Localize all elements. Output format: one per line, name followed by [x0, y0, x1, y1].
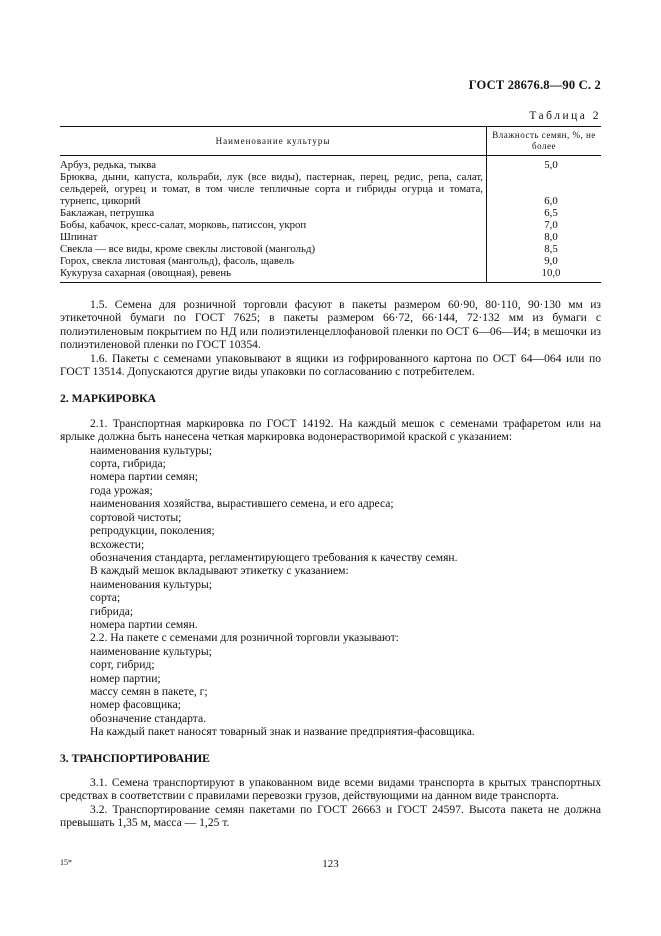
table-caption: Таблица 2: [529, 110, 601, 122]
list-item: сортовой чистоты;: [90, 510, 182, 524]
table-header-row: [60, 127, 601, 156]
list-item: наименования культуры;: [90, 443, 213, 457]
crop-name-cell: Горох, свекла листовая (мангольд), фасоль, щавель: [60, 255, 487, 267]
paragraph-2-2-end: На каждый пакет наносят товарный знак и название предприятия-фасовщика.: [90, 725, 475, 739]
column-header-moisture: Влажность семян, %, не более: [487, 127, 602, 156]
list-item: массу семян в пакете, г;: [90, 684, 208, 698]
table-row: [60, 231, 601, 243]
crop-name-cell: Брюква, дыни, капуста, кольраби, лук (все виды), пастернак, перец, редис, репа, салат, сельдерей, огурец и томат, в том числе тепличные сорта и гибриды огурца и томата, турнепс, цикорий: [60, 171, 487, 207]
column-header-crop-name: Наименование культуры: [60, 127, 487, 156]
list-item: номера партии семян.: [90, 617, 198, 631]
section-title-transport: 3. ТРАНСПОРТИРОВАНИЕ: [60, 751, 210, 765]
packet-marking-list: [60, 645, 601, 725]
list-item: номер партии;: [90, 671, 161, 685]
body-text: [60, 298, 601, 830]
bag-label-list: [60, 578, 601, 632]
moisture-value-cell: 5,0: [544, 159, 558, 171]
paragraph-2-2: 2.2. На пакете с семенами для розничной торговли указывают:: [90, 631, 399, 645]
moisture-value-cell: 8,5: [544, 243, 558, 255]
moisture-value-cell: 8,0: [544, 231, 558, 243]
page-number: 123: [322, 858, 339, 870]
list-item: номер фасовщика;: [90, 698, 181, 712]
list-item: сорт, гибрид;: [90, 658, 155, 672]
crop-name-cell: Свекла — все виды, кроме свеклы листовой (мангольд): [60, 243, 487, 255]
moisture-value-cell: 6,5: [544, 207, 558, 219]
paragraph-1-5: 1.5. Семена для розничной торговли фасуют в пакеты размером 60·90, 80·110, 90·130 мм из этикеточной бумаги по ГОСТ 7625; в пакеты размером 66·72, 66·144, 72·132 мм из бумаги с полиэтиленовым покрытием по НД или полиэтиленцеллофановой пленки по ОСТ 6—06—И4; в мешочки из полиэтиленовой пленки по ГОСТ 10354.: [60, 298, 601, 352]
list-item: наименования хозяйства, вырастившего семена, и его адреса;: [90, 497, 394, 511]
moisture-value-cell: 9,0: [544, 255, 558, 267]
table-row: [60, 171, 601, 207]
table-row: [60, 243, 601, 255]
moisture-value-cell: 6,0: [544, 195, 558, 207]
list-item: всхожести;: [90, 537, 145, 551]
list-item: обозначения стандарта, регламентирующего требования к качеству семян.: [90, 550, 458, 564]
table-row: [60, 255, 601, 267]
moisture-table: [60, 126, 601, 283]
moisture-value-cell: 7,0: [544, 219, 558, 231]
paragraph-3-1: 3.1. Семена транспортируют в упакованном виде всеми видами транспорта в крытых транспортных средствах в соответствии с правилами перевозки грузов, действующими на данном виде транспорта.: [60, 776, 601, 803]
bag-label-intro: В каждый мешок вкладывают этикетку с указанием:: [90, 564, 349, 578]
crop-name-cell: Кукуруза сахарная (овощная), ревень: [60, 267, 487, 283]
crop-name-cell: Баклажан, петрушка: [60, 207, 487, 219]
list-item: сорта;: [90, 591, 121, 605]
document-reference: ГОСТ 28676.8—90 С. 2: [468, 78, 601, 92]
list-item: обозначение стандарта.: [90, 711, 207, 725]
list-item: сорта, гибрида;: [90, 457, 166, 471]
paragraph-3-2: 3.2. Транспортирование семян пакетами по ГОСТ 26663 и ГОСТ 24597. Высота пакета не должна превышать 1,35 м, масса — 1,25 т.: [60, 802, 601, 830]
list-item: наименования культуры;: [90, 577, 213, 591]
list-item: года урожая;: [90, 483, 153, 497]
list-item: репродукции, поколения;: [90, 524, 215, 538]
crop-name-cell: Арбуз, редька, тыква: [60, 156, 487, 172]
list-item: номера партии семян;: [90, 470, 199, 484]
section-title-marking: 2. МАРКИРОВКА: [60, 392, 156, 406]
table-row: [60, 207, 601, 219]
footer-mark: 15*: [60, 858, 72, 867]
crop-name-cell: Бобы, кабачок, кресс-салат, морковь, патиссон, укроп: [60, 219, 487, 231]
table-row: [60, 267, 601, 283]
paragraph-1-6: 1.6. Пакеты с семенами упаковывают в ящики из гофрированного картона по ОСТ 64—064 или по ГОСТ 13514. Допускаются другие виды упаковки по согласованию с потребителем.: [60, 351, 601, 379]
list-item: гибрида;: [90, 604, 134, 618]
paragraph-2-1: 2.1. Транспортная маркировка по ГОСТ 14192. На каждый мешок с семенами трафаретом или на ярлыке должна быть нанесена четкая маркировка водонерастворимой краской с указанием:: [60, 416, 601, 444]
table-row: [60, 219, 601, 231]
list-item: наименование культуры;: [90, 644, 212, 658]
table-row: [60, 156, 601, 172]
moisture-value-cell: 10,0: [487, 267, 602, 283]
marking-list: [60, 444, 601, 565]
crop-name-cell: Шпинат: [60, 231, 487, 243]
